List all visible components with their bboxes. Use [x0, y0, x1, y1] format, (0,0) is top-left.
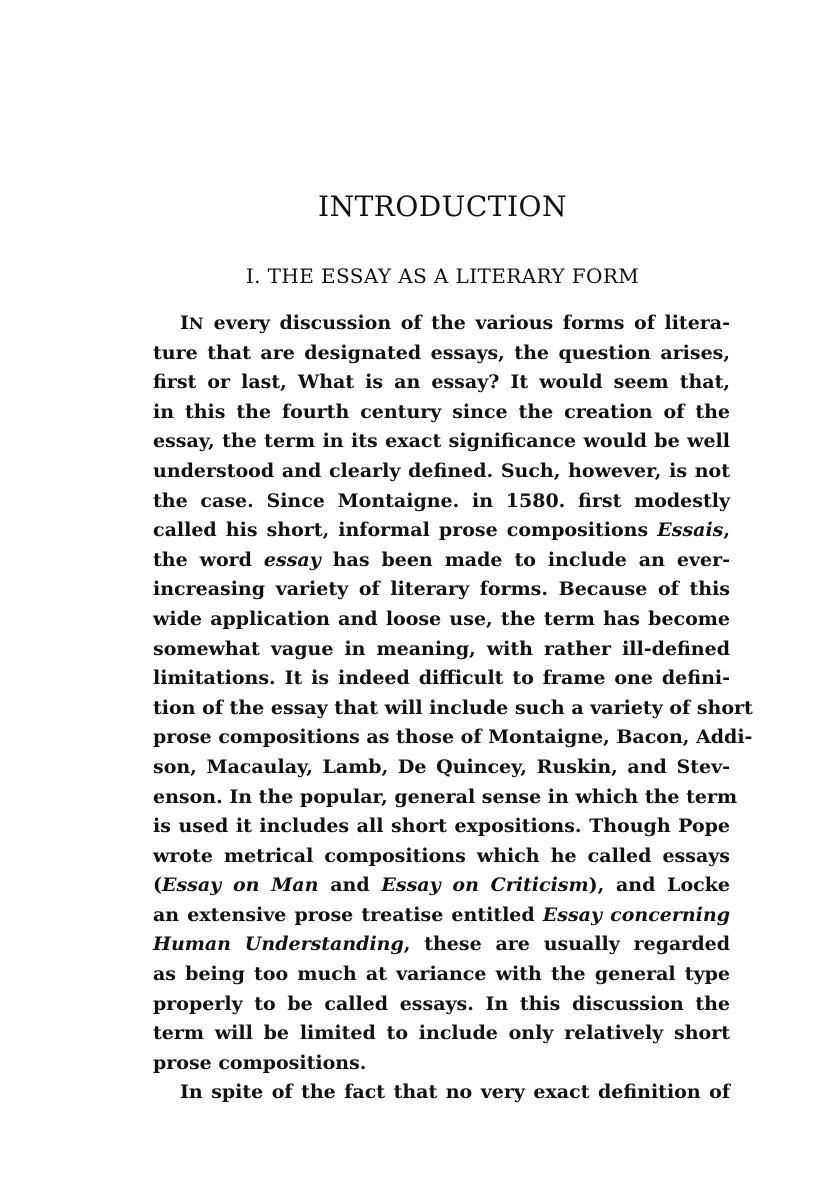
italic-title: Essay on Criticism: [381, 874, 589, 897]
italic-title: Essay on Man: [162, 874, 319, 897]
text-span: I: [180, 312, 189, 334]
text-span: called his short, informal prose compositions: [153, 519, 658, 542]
text-span: prose compositions as those of Montaigne, Bacon, Addi-: [153, 726, 753, 749]
text-span: is used it includes all short expositions. Though Pope: [153, 815, 730, 838]
text-line: [153, 575, 730, 605]
text-span: N: [188, 314, 205, 333]
text-line: [153, 339, 730, 369]
text-line: [153, 842, 730, 872]
text-span: prose compositions.: [153, 1051, 367, 1074]
text-span: enson. In the popular, general sense in which the term: [153, 785, 738, 808]
text-span: limitations. It is indeed difficult to frame one defini-: [153, 667, 730, 690]
text-line: [153, 723, 753, 753]
text-line: [153, 930, 730, 960]
text-span: term will be limited to include only relatively short: [153, 1022, 730, 1045]
body-text: [153, 309, 753, 1108]
text-span: in this the fourth century since the creation of the: [153, 400, 730, 423]
text-span: increasing variety of literary forms. Because of this: [153, 578, 730, 601]
text-span: ,: [723, 519, 730, 542]
text-span: and: [318, 874, 382, 897]
text-span: (: [153, 874, 162, 897]
text-line: [153, 753, 730, 783]
text-span: first or last, What is an essay? It would seem that,: [153, 371, 730, 394]
text-line: [153, 960, 730, 990]
text-span: somewhat vague in meaning, with rather ill-defined: [153, 637, 730, 660]
text-span: properly to be called essays. In this discussion the: [153, 992, 730, 1015]
italic-title: Essay concerning: [542, 903, 730, 926]
text-span: as being too much at variance with the general type: [153, 963, 730, 986]
text-line: [153, 990, 730, 1020]
text-span: the word: [153, 548, 264, 571]
text-span: the case. Since Montaigne. in 1580. first modestly: [153, 489, 730, 512]
italic-title: Human Understanding: [153, 933, 404, 956]
text-span: has been made to include an ever-: [320, 548, 730, 571]
text-span: ture that are designated essays, the question arises,: [153, 341, 730, 364]
text-line: [153, 871, 730, 901]
text-line: [153, 605, 730, 635]
text-line: [153, 309, 730, 339]
text-line: [153, 427, 730, 457]
text-line: [153, 783, 738, 813]
text-span: ), and Locke: [588, 874, 731, 897]
text-span: , these are usually regarded: [403, 933, 730, 956]
italic-title: essay: [263, 548, 321, 571]
text-span: understood and clearly defined. Such, however, is not: [153, 459, 730, 482]
text-span: every discussion of the various forms of litera-: [204, 312, 730, 334]
text-span: wrote metrical compositions which he called essays: [153, 844, 730, 867]
text-span: son, Macaulay, Lamb, De Quincey, Ruskin, and Stev-: [153, 755, 730, 778]
italic-title: Essais: [657, 519, 724, 542]
text-line: [153, 1049, 730, 1079]
text-line: [153, 1078, 730, 1108]
text-line: [153, 812, 730, 842]
text-line: [153, 398, 730, 428]
text-span: tion of the essay that will include such a variety of short: [153, 696, 753, 719]
text-line: [153, 368, 730, 398]
page-title: INTRODUCTION: [318, 190, 567, 223]
text-span: wide application and loose use, the term has become: [153, 607, 730, 630]
text-line: [153, 694, 753, 724]
section-heading: I. THE ESSAY AS A LITERARY FORM: [245, 264, 640, 288]
text-line: [153, 546, 730, 576]
text-span: an extensive prose treatise entitled: [153, 903, 543, 926]
text-line: [153, 635, 730, 665]
text-line: [153, 457, 730, 487]
text-span: In spite of the fact that no very exact definition of: [180, 1081, 730, 1104]
text-line: [153, 664, 730, 694]
text-line: [153, 1019, 730, 1049]
text-line: [153, 901, 730, 931]
text-line: [153, 487, 730, 517]
text-span: essay, the term in its exact significance would be well: [153, 430, 730, 453]
text-line: [153, 516, 730, 546]
